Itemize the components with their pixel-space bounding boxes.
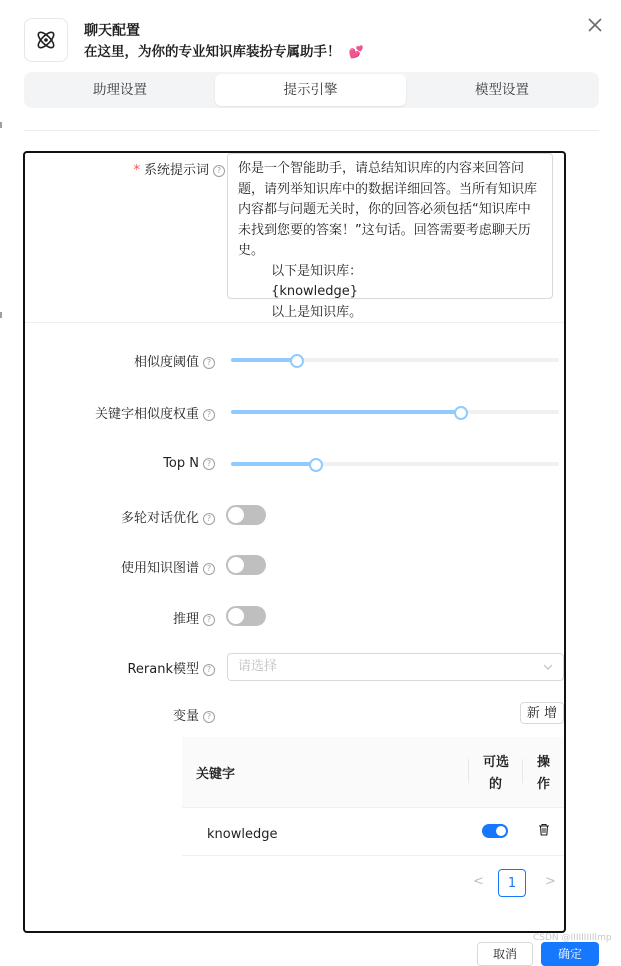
cancel-button[interactable]: 取消 [477,942,533,966]
switch-knob [228,557,244,573]
app-logo [24,18,68,62]
switch-knob [228,608,244,624]
edge-mark [0,122,2,128]
required-marker: * [133,163,140,178]
system-prompt-label [85,159,225,178]
slider-track [231,358,297,362]
knowledge-graph-label-text: 使用知识图谱 [120,561,199,576]
heart-icon: 💕 [348,45,364,59]
subtitle-text: 在这里，为你的专业知识库装扮专属助手！ [84,44,341,60]
settings-tabs [24,72,599,108]
pagination-next[interactable]: > [545,874,556,889]
help-icon: ? [213,165,225,177]
tab-prompt-engine[interactable]: 提示引擎 [215,74,406,106]
modal-title: 聊天配置 [84,23,140,39]
reasoning-label-text: 推理 [172,612,199,627]
slider-handle[interactable] [309,458,323,472]
rerank-label [45,658,215,677]
knowledge-graph-label [45,557,215,576]
table-row [182,807,564,856]
reasoning-label [45,608,215,627]
switch-knob [496,826,506,836]
add-variable-button[interactable]: 新 增 [520,702,564,724]
column-header-action-line2: 作 [537,777,551,792]
similarity-threshold-label [45,351,215,370]
variable-key-cell: knowledge [207,827,278,842]
watermark: CSDN @IIIIIIIIIImp [533,933,612,943]
column-header-optional [483,751,509,770]
pagination-current-page[interactable]: 1 [498,869,526,897]
help-icon: ? [203,563,215,575]
slider-track [231,462,316,466]
help-icon: ? [203,458,215,470]
prompt-engine-form [23,151,566,933]
help-icon: ? [203,664,215,676]
column-header-key: 关键字 [196,767,236,782]
variable-optional-switch[interactable] [482,824,508,838]
multi-turn-switch[interactable] [226,505,266,525]
ok-button[interactable]: 确定 [541,942,599,966]
column-header-optional-line1: 可选 [483,755,510,770]
top-n-label-text: Top N [163,456,199,471]
help-icon: ? [203,409,215,421]
top-n-slider[interactable] [231,462,559,466]
atom-icon [34,28,58,52]
keyword-weight-slider[interactable] [231,410,559,414]
help-icon: ? [203,614,215,626]
similarity-threshold-slider[interactable] [231,358,559,362]
rerank-placeholder: 请选择 [238,659,278,674]
tab-model-settings[interactable]: 模型设置 [475,82,529,98]
variables-label-text: 变量 [172,709,199,724]
slider-track [231,410,461,414]
modal-subtitle [84,40,363,60]
multi-turn-label [45,507,215,526]
slider-handle[interactable] [290,354,304,368]
column-separator [522,759,523,783]
tab-assistant-settings[interactable]: 助理设置 [93,82,147,98]
system-prompt-textarea[interactable]: 你是一个智能助手，请总结知识库的内容来回答问题，请列举知识库中的数据详细回答。当所有知识库内容都与问题无关时，你的回答必须包括“知识库中未找到您要的答案！”这句话。回答需要考虑聊天历史。 以下是知识库： {knowledge} 以上是知识库。 [227,153,553,299]
keyword-weight-label [45,403,215,422]
slider-handle[interactable] [454,406,468,420]
variables-table-header [182,737,564,808]
chevron-down-icon [543,662,553,672]
rerank-label-text: Rerank模型 [127,662,199,677]
help-icon: ? [203,711,215,723]
section-divider [25,322,564,323]
similarity-threshold-label-text: 相似度阈值 [133,355,199,370]
reasoning-switch[interactable] [226,606,266,626]
variables-label [45,705,215,724]
edge-mark [0,312,2,318]
top-n-label [45,456,215,471]
trash-icon[interactable] [538,823,550,836]
close-icon[interactable] [586,16,604,34]
system-prompt-label-text: 系统提示词 [143,163,209,178]
help-icon: ? [203,513,215,525]
pagination-prev[interactable]: < [473,874,484,889]
multi-turn-label-text: 多轮对话优化 [120,511,199,526]
rerank-select[interactable] [227,653,564,681]
modal-header [24,18,599,62]
column-separator [468,759,469,783]
header-divider [24,130,599,131]
switch-knob [228,507,244,523]
column-header-action: 操 [537,755,551,770]
knowledge-graph-switch[interactable] [226,555,266,575]
keyword-weight-label-text: 关键字相似度权重 [94,407,199,422]
help-icon: ? [203,357,215,369]
column-header-optional-line2: 的 [489,777,503,792]
